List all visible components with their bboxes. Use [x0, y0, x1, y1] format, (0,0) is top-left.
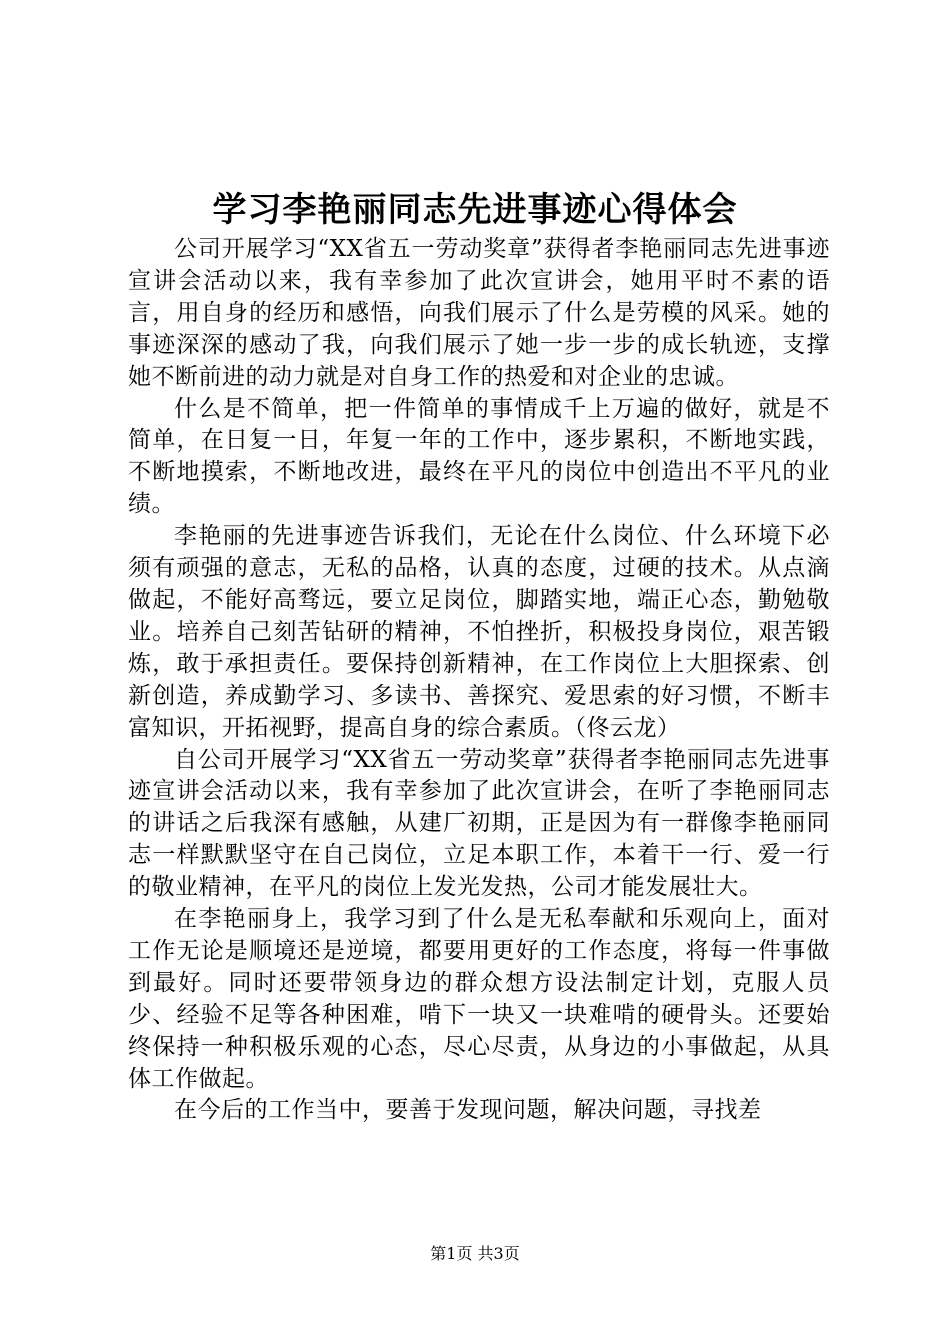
paragraph: 在今后的工作当中，要善于发现问题，解决问题，寻找差 [174, 1097, 762, 1124]
document-body [128, 234, 830, 1127]
paragraph: 自公司开展学习“XX省五一劳动奖章”获得者李艳丽同志先进事迹宣讲会活动以来，我有幸参加了此次宣讲会，在听了李艳丽同志的讲话之后我深有感触，从建厂初期，正是因为有一群像李艳丽同志一样默默坚守在自己岗位，立足本职工作，本着干一行、爱一行的敬业精神，在平凡的岗位上发光发热，公司才能发展壮大。 [128, 746, 830, 901]
paragraph: 什么是不简单，把一件简单的事情成千上万遍的做好，就是不简单，在日复一日，年复一年的工作中，逐步累积，不断地实践，不断地摸索，不断地改进，最终在平凡的岗位中创造出不平凡的业绩。 [128, 395, 830, 518]
paragraph: 公司开展学习“XX省五一劳动奖章”获得者李艳丽同志先进事迹宣讲会活动以来，我有幸参加了此次宣讲会，她用平时不素的语言，用自身的经历和感悟，向我们展示了什么是劳模的风采。她的事迹深深的感动了我，向我们展示了她一步一步的成长轨迹，支撑她不断前进的动力就是对自身工作的热爱和对企业的忠诚。 [128, 236, 830, 390]
paragraph: 在李艳丽身上，我学习到了什么是无私奉献和乐观向上，面对工作无论是顺境还是逆境，都要用更好的工作态度，将每一件事做到最好。同时还要带领身边的群众想方设法制定计划，克服人员少、经验不足等各种困难，啃下一块又一块难啃的硬骨头。还要始终保持一种积极乐观的心态，尽心尽责，从身边的小事做起，从具体工作做起。 [128, 906, 830, 1092]
paragraph: 李艳丽的先进事迹告诉我们，无论在什么岗位、什么环境下必须有顽强的意志，无私的品格，认真的态度，过硬的技术。从点滴做起，不能好高骛远，要立足岗位，脚踏实地，端正心态，勤勉敬业。培养自己刻苦钻研的精神，不怕挫折，积极投身岗位，艰苦锻炼，敢于承担责任。要保持创新精神，在工作岗位上大胆探索、创新创造，养成勤学习、多读书、善探究、爱思索的好习惯，不断丰富知识，开拓视野，提高自身的综合素质。（佟云龙） [128, 523, 830, 741]
document-title: 学习李艳丽同志先进事迹心得体会 [212, 190, 738, 230]
page-footer: 第1页 共3页 [430, 1244, 520, 1263]
